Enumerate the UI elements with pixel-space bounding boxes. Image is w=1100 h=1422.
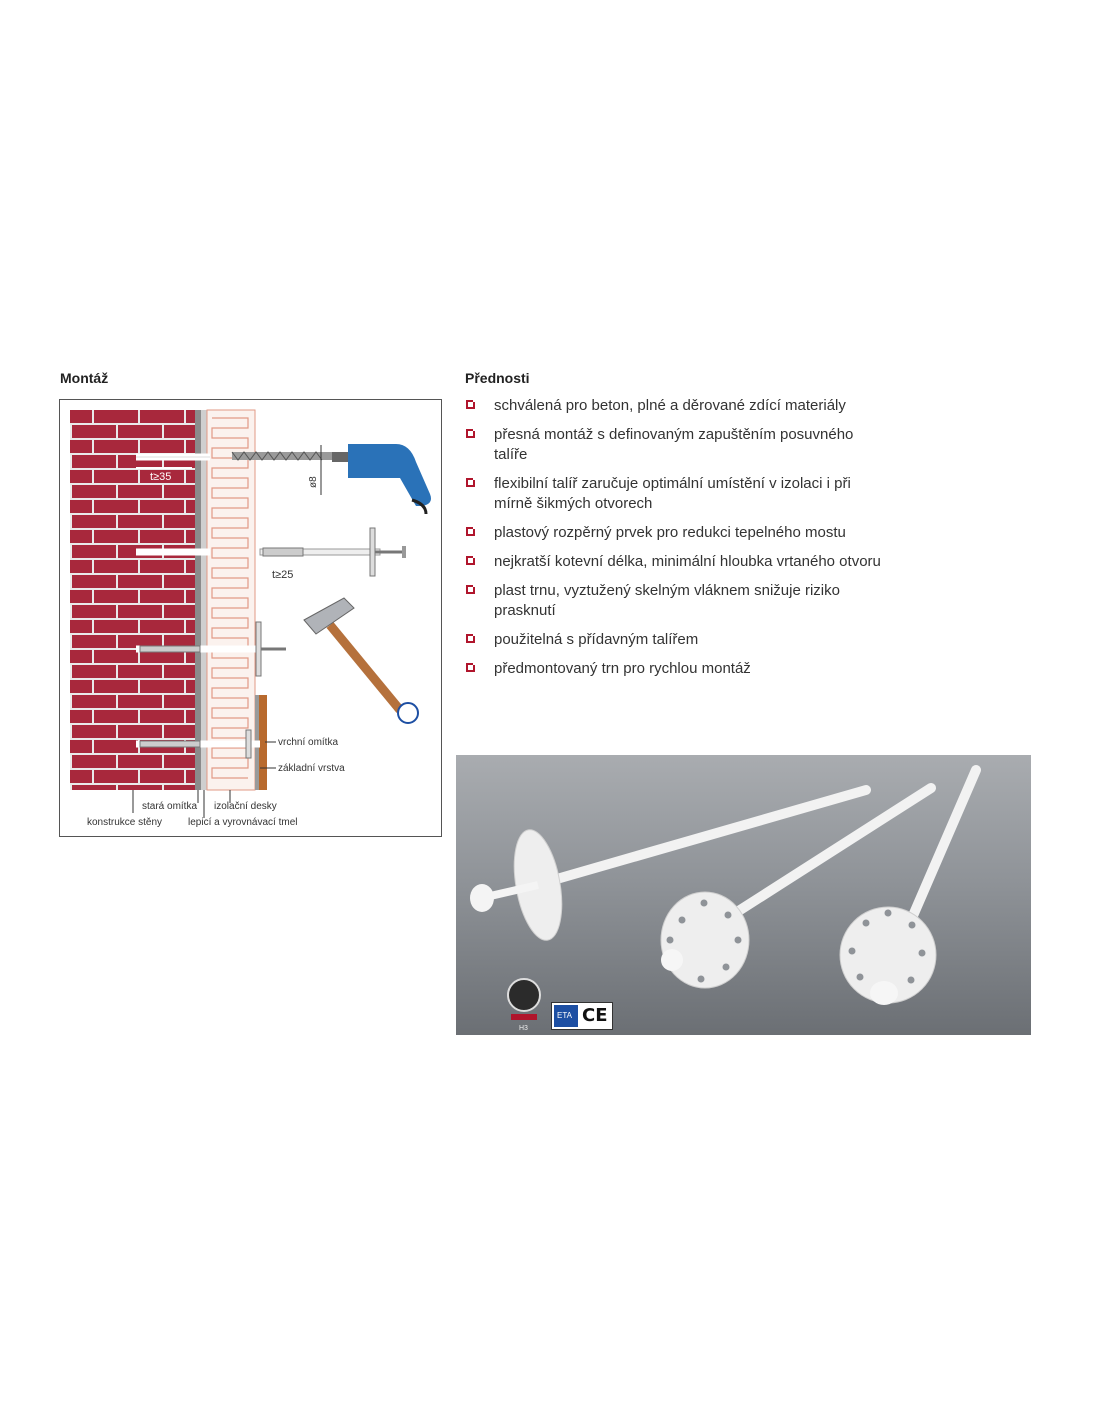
label-wall-construction: konstrukce stěny [87,817,163,828]
advantage-item [465,630,885,650]
advantage-text: předmontovaný trn pro rychlou montáž [494,660,751,677]
assembly-diagram [59,399,442,837]
label-insulation-boards: izolační desky [214,801,277,812]
old-plaster-layer [195,410,201,790]
advantage-text: použitelná s přídavným talířem [494,631,699,648]
label-adhesive: lepicí a vyrovnávací tmel [188,817,298,828]
eta-text: ETA [557,1011,572,1020]
advantages-heading: Přednosti [465,370,530,386]
assembly-diagram-svg [60,400,442,837]
advantage-text: plastový rozpěrný prvek pro redukci tepelného mostu [494,524,846,541]
label-top-plaster: vrchní omítka [278,737,339,748]
square-bullet-icon [466,585,475,594]
advantage-text: flexibilní talíř zaručuje optimální umístění v izolaci i při mírně šikmých otvorech [494,475,851,512]
anchors-illustration [456,755,1031,1035]
square-bullet-icon [466,429,475,438]
diameter-label: ø8 [308,476,319,488]
square-bullet-icon [466,663,475,672]
advantage-item [465,474,885,514]
certification-marks [551,1002,613,1030]
label-old-plaster: stará omítka [142,801,198,812]
advantage-item [465,396,885,416]
depth-label-35: t≥35 [150,471,172,483]
advantage-item [465,552,885,572]
adhesive-layer [201,410,207,790]
advantage-text: schválená pro beton, plné a děrované zdící materiály [494,397,846,414]
advantage-item [465,523,885,543]
ce-mark: CE [582,1005,608,1026]
seal-caption: H3 [519,1025,528,1032]
assembly-heading: Montáž [60,370,109,386]
approval-seal-icon [508,979,540,1011]
square-bullet-icon [466,634,475,643]
advantage-item [465,659,885,679]
advantage-text: nejkratší kotevní délka, minimální hloubka vrtaného otvoru [494,553,881,570]
depth-label-25: t≥25 [272,569,294,581]
advantages-list [465,396,885,688]
advantage-item [465,425,885,465]
eta-icon [554,1005,578,1027]
square-bullet-icon [466,527,475,536]
square-bullet-icon [466,400,475,409]
square-bullet-icon [466,556,475,565]
advantage-text: plast trnu, vyztužený skelným vláknem snižuje riziko prasknutí [494,582,840,619]
product-photo [456,755,1031,1035]
label-base-layer: základní vrstva [278,763,345,774]
advantage-item [465,581,885,621]
advantage-text: přesná montáž s definovaným zapuštěním posuvného talíře [494,426,854,463]
square-bullet-icon [466,478,475,487]
